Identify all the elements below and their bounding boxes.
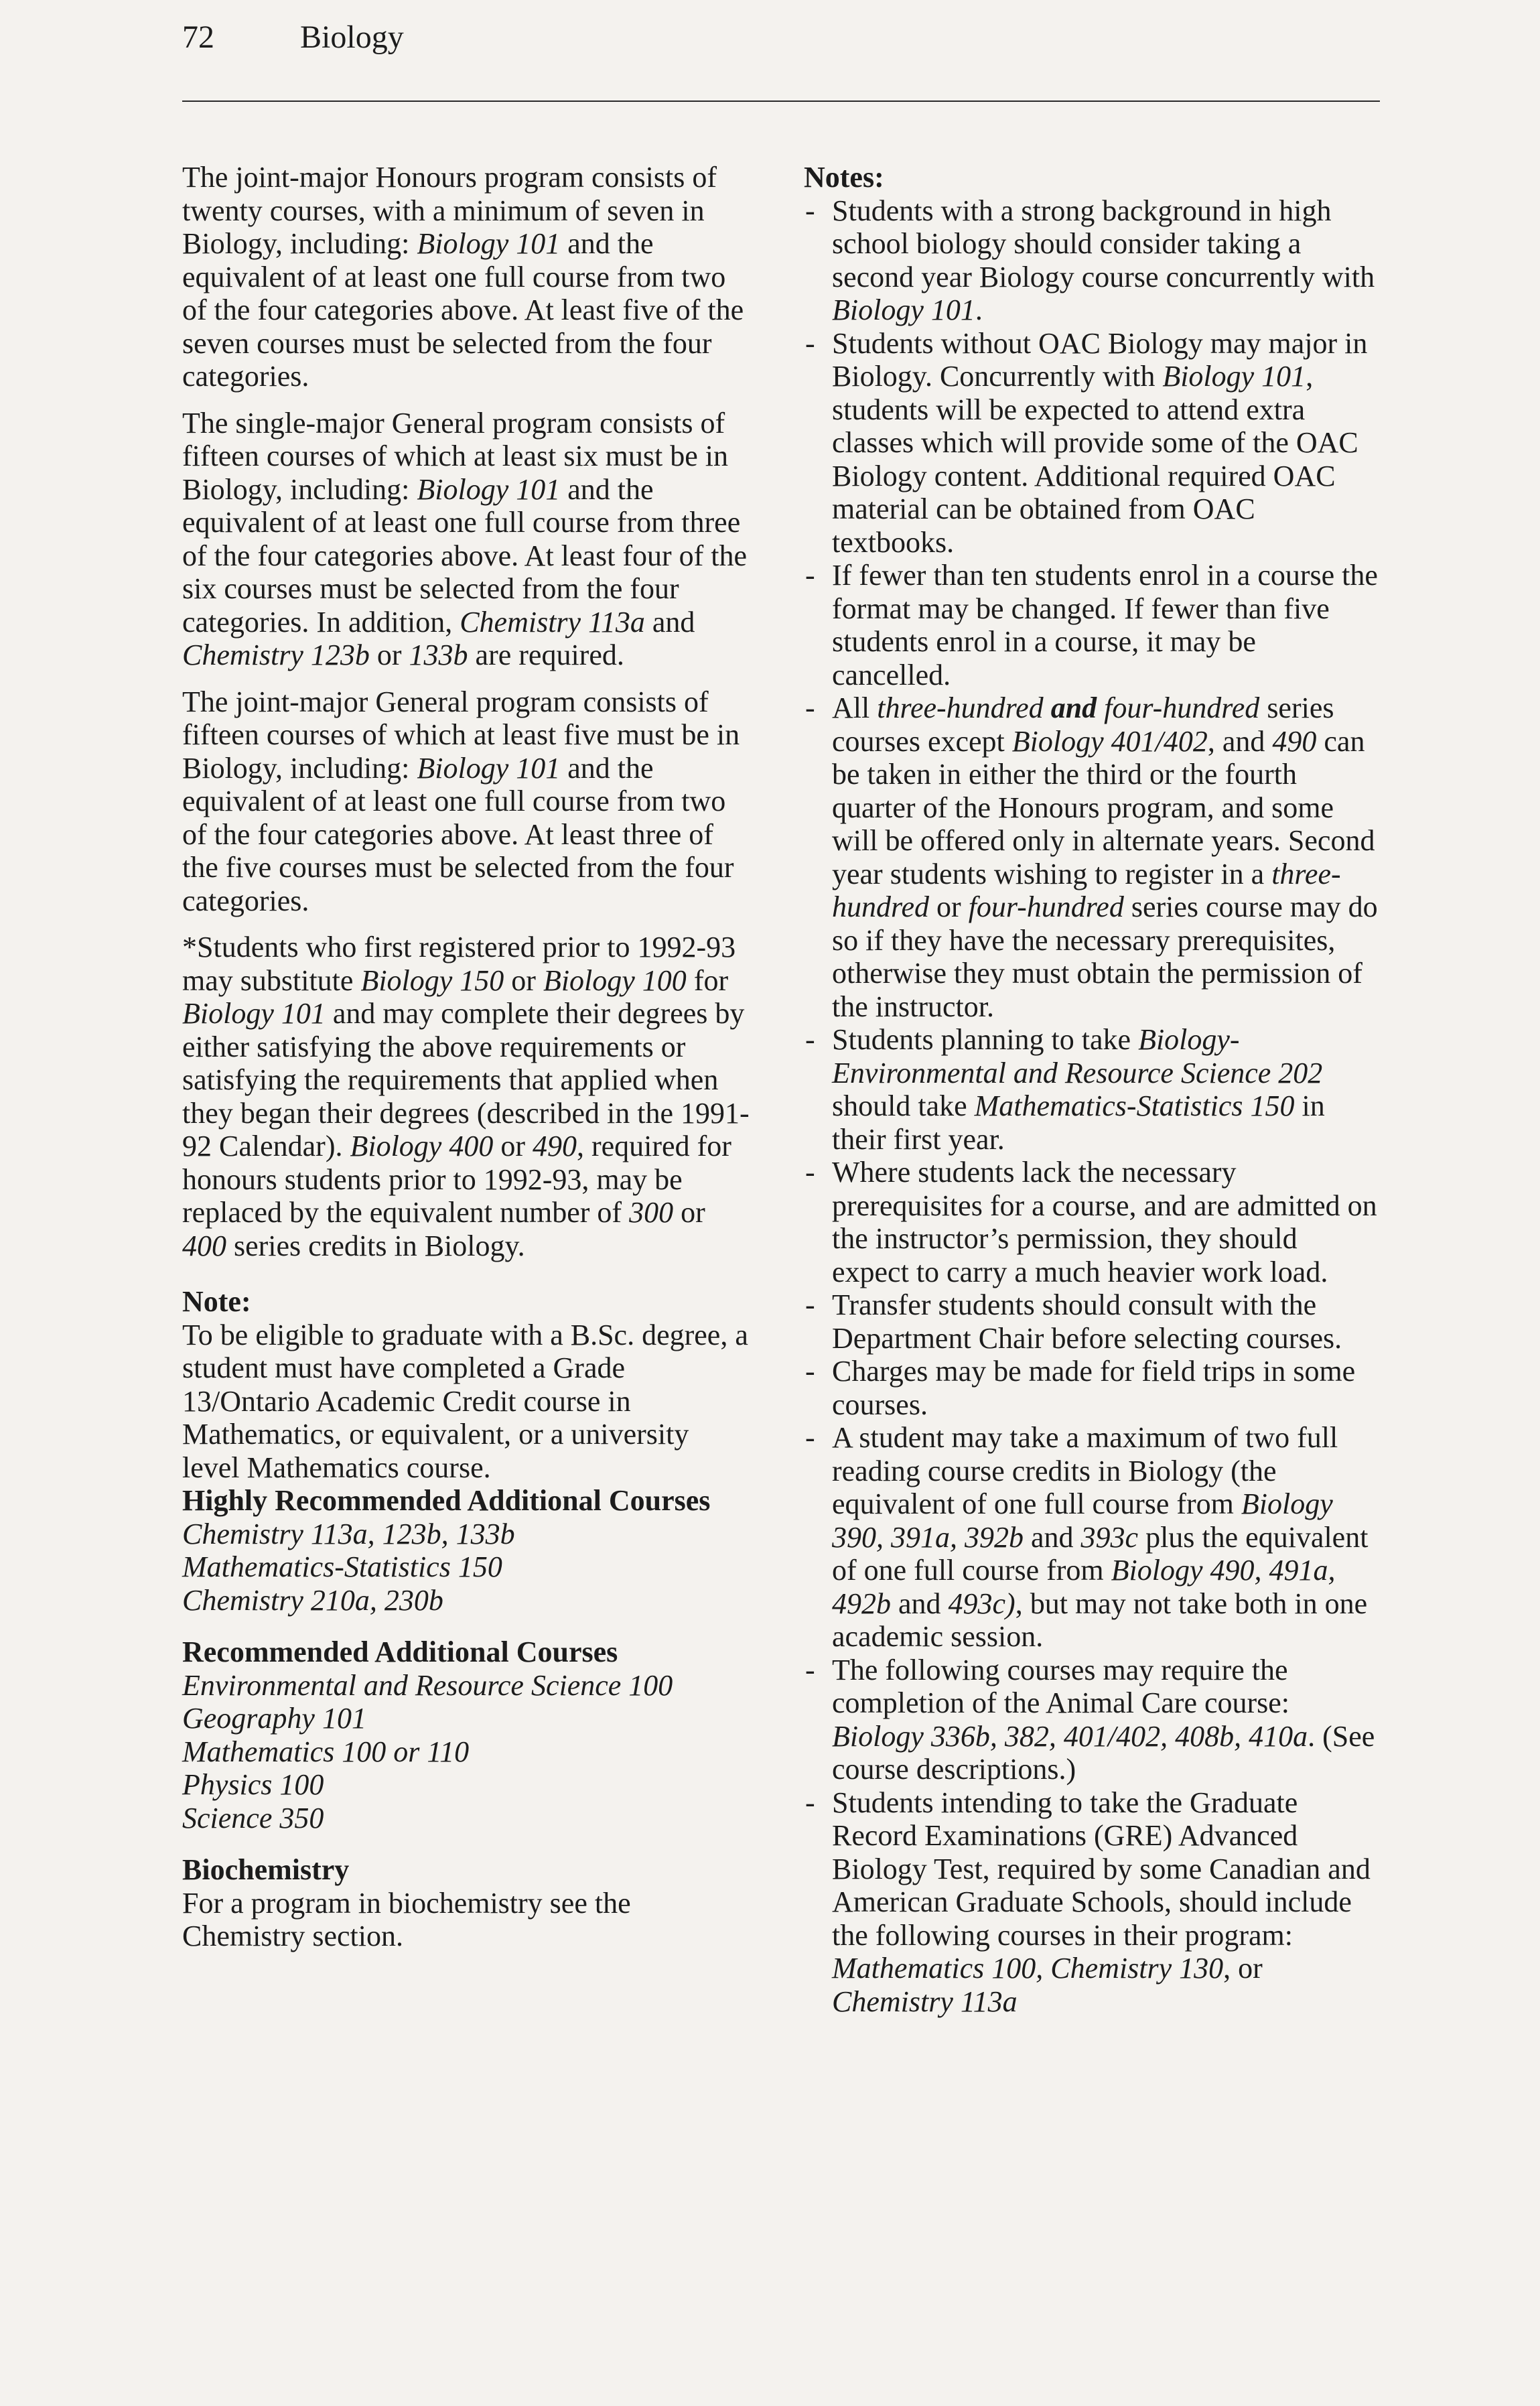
recommended-heading: Recommended Additional Courses bbox=[182, 1635, 618, 1668]
note-heading: Note: bbox=[182, 1285, 251, 1318]
biochemistry-heading: Biochemistry bbox=[182, 1853, 350, 1886]
list-item: - Students intending to take the Graduate Record Examinations (GRE) Advanced Biology Test, required by some Canadian and American Graduate Schools, should include the following courses in their program: Mathematics 100, Chemistry 130, or Chemistry 113a bbox=[804, 1786, 1380, 2019]
list-item: Chemistry 113a, 123b, 133b bbox=[182, 1517, 515, 1550]
notes-heading: Notes: bbox=[804, 161, 884, 194]
list-item: Mathematics-Statistics 150 bbox=[182, 1550, 502, 1583]
single-major-general-paragraph: The single-major General program consists of fifteen courses of which at least six must be in Biology, including: Biology 101 and the equivalent of at least one full course from three of the four categories above. At least four of the six courses must be selected from the four categories. In addition, Chemistry 113a and Chemistry 123b or 133b are required. bbox=[182, 406, 748, 671]
list-item: - A student may take a maximum of two full reading course credits in Biology (the equivalent of one full course from Biology 390, 391a, 392b and 393c plus the equivalent of one full course from Biology 490, 491a, 492b and 493c), but may not take both in one academic session. bbox=[804, 1421, 1380, 1654]
page-number: 72 bbox=[182, 19, 214, 55]
list-item: - Charges may be made for field trips in some courses. bbox=[804, 1355, 1380, 1421]
list-item: - Students with a strong background in high school biology should consider taking a second year Biology course concurrently with Biology 101. bbox=[804, 194, 1380, 327]
list-item: - All three-hundred and four-hundred series courses except Biology 401/402, and 490 can be taken in either the third or the fourth quarter of the Honours program, and some will be offered only in alternate years. Second year students wishing to register in a three-hundred or four-hundred series course may do so if they have the necessary prerequisites, otherwise they must obtain the permission of the instructor. bbox=[804, 691, 1380, 1023]
list-item: - Transfer students should consult with the Department Chair before selecting courses. bbox=[804, 1288, 1380, 1355]
list-item: - Students planning to take Biology-Environmental and Resource Science 202 should take Mathematics-Statistics 150 in their first year. bbox=[804, 1023, 1380, 1156]
right-column bbox=[804, 161, 1380, 2018]
list-item: Mathematics 100 or 110 bbox=[182, 1735, 470, 1768]
page-header bbox=[182, 17, 404, 58]
note-text: To be eligible to graduate with a B.Sc. degree, a student must have completed a Grade 13/Ontario Academic Credit course in Mathematics, or equivalent, or a university level Mathematics course. bbox=[182, 1318, 748, 1484]
list-item: Geography 101 bbox=[182, 1702, 366, 1735]
left-column bbox=[182, 161, 752, 1953]
joint-major-general-paragraph: The joint-major General program consists of fifteen courses of which at least five must be in Biology, including: Biology 101 and the equivalent of at least one full course from two of the four categories above. At least three of the five courses must be selected from the four categories. bbox=[182, 685, 740, 917]
highly-recommended-heading: Highly Recommended Additional Courses bbox=[182, 1484, 711, 1517]
recommended-list bbox=[182, 1669, 752, 1835]
list-item: Physics 100 bbox=[182, 1768, 324, 1801]
header-rule bbox=[182, 101, 1380, 102]
list-item: Environmental and Resource Science 100 bbox=[182, 1668, 673, 1702]
notes-list bbox=[804, 194, 1380, 2019]
list-item: - Students without OAC Biology may major in Biology. Concurrently with Biology 101, students will be expected to attend extra classes which will provide some of the OAC Biology content. Additional required OAC material can be obtained from OAC textbooks. bbox=[804, 327, 1380, 559]
prior-registration-paragraph: *Students who first registered prior to 1992-93 may substitute Biology 150 or Biology 100 for Biology 101 and may complete their degrees by either satisfying the above requirements or satisfying the requirements that applied when they began their degrees (described in the 1991-92 Calendar). Biology 400 or 490, required for honours students prior to 1992-93, may be replaced by the equivalent number of 300 or 400 series credits in Biology. bbox=[182, 931, 750, 1262]
highly-recommended-list bbox=[182, 1518, 752, 1617]
list-item: - The following courses may require the completion of the Animal Care course: Biology 336b, 382, 401/402, 408b, 410a. (See course descriptions.) bbox=[804, 1654, 1380, 1786]
biochemistry-text: For a program in biochemistry see the Chemistry section. bbox=[182, 1886, 631, 1952]
list-item: Chemistry 210a, 230b bbox=[182, 1583, 443, 1617]
section-title: Biology bbox=[300, 19, 404, 55]
joint-major-honours-paragraph: The joint-major Honours program consists of twenty courses, with a minimum of seven in Biology, including: Biology 101 and the equivalent of at least one full course from two of the four categories above. At least five of the seven courses must be selected from the four categories. bbox=[182, 161, 744, 393]
list-item: - If fewer than ten students enrol in a course the format may be changed. If fewer than five students enrol in a course, it may be cancelled. bbox=[804, 559, 1380, 691]
list-item: Science 350 bbox=[182, 1801, 324, 1834]
list-item: - Where students lack the necessary prerequisites for a course, and are admitted on the instructor’s permission, they should expect to carry a much heavier work load. bbox=[804, 1156, 1380, 1288]
